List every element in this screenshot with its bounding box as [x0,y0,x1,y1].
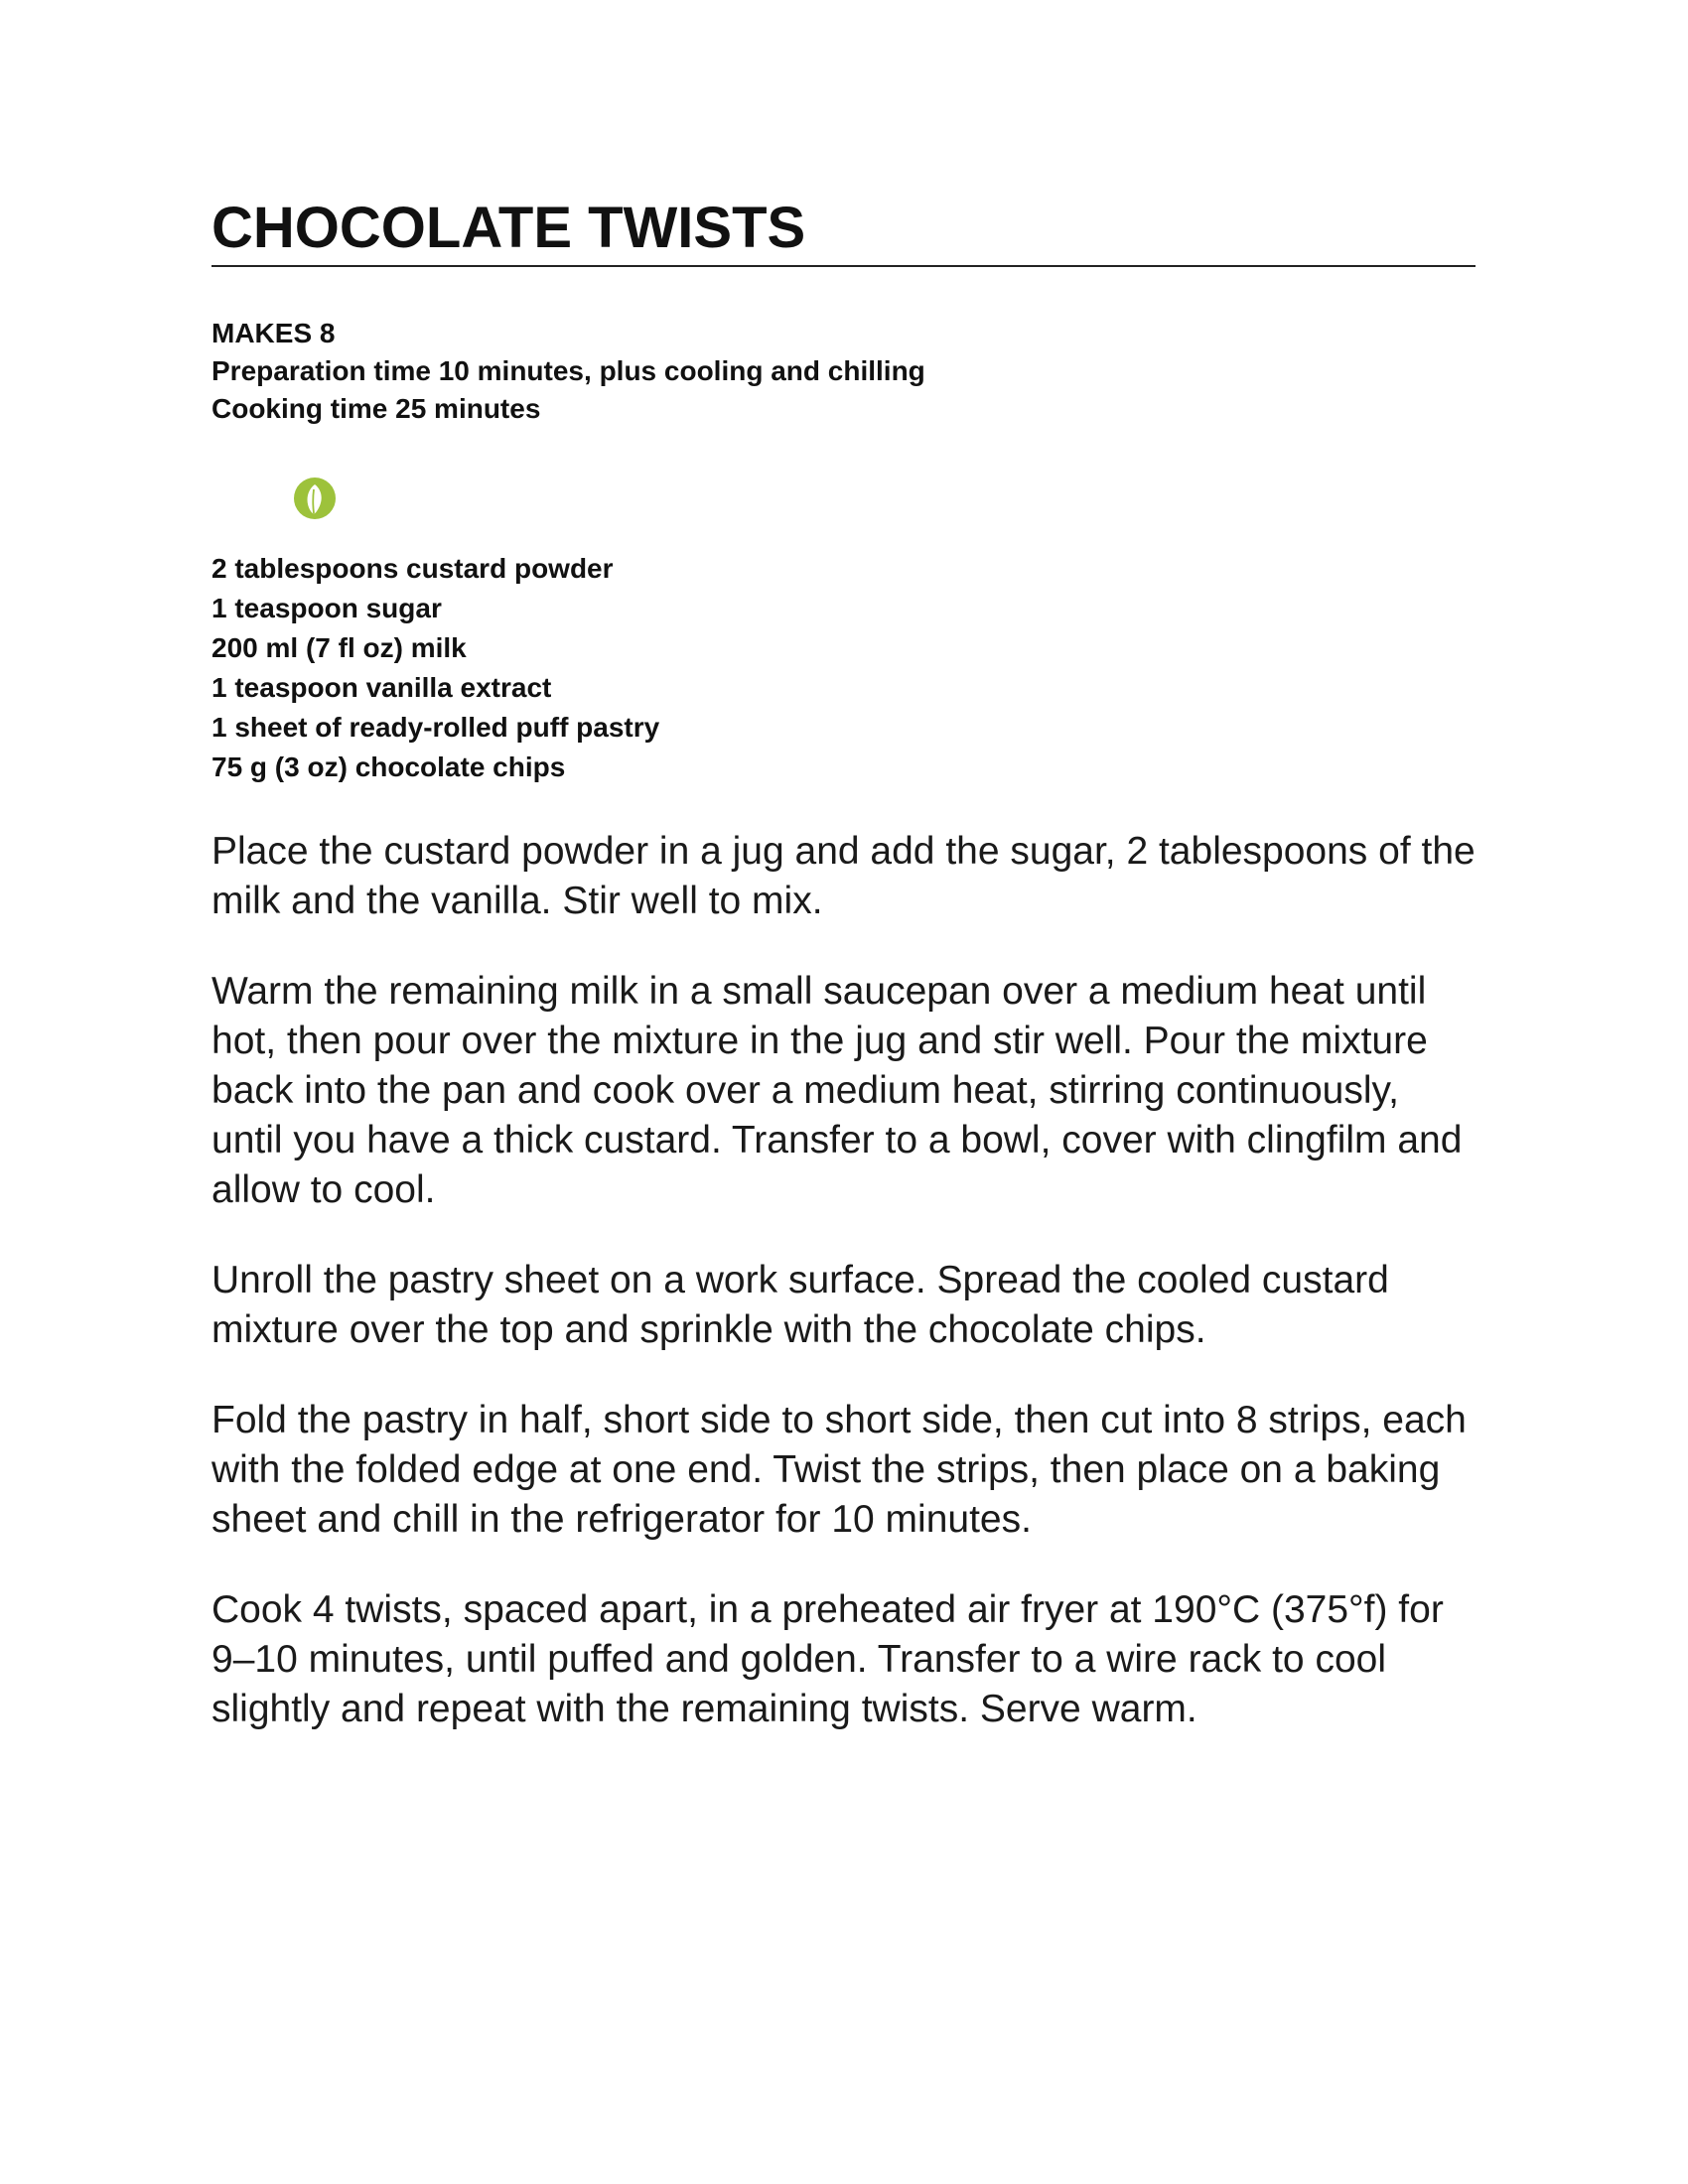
ingredient-item: 2 tablespoons custard powder [211,553,614,584]
method-step: Place the custard powder in a jug and add the sugar, 2 tablespoons of the milk and the vanilla. Stir well to mix. [211,830,1476,922]
ingredient-item: 1 teaspoon vanilla extract [211,672,552,703]
method-step: Warm the remaining milk in a small saucepan over a medium heat until hot, then pour over the mixture in the jug and stir well. Pour the mixture back into the pan and cook over a medium heat, stirring continuously, until you have a thick custard. Transfer to a bowl, cover with clingfilm and allow to cool. [211,970,1463,1211]
ingredient-item: 1 teaspoon sugar [211,593,442,623]
prep-time-text: Preparation time 10 minutes, plus cooling and chilling [211,355,925,386]
method-step: Unroll the pastry sheet on a work surface. Spread the cooled custard mixture over the top and sprinkle with the chocolate chips. [211,1259,1389,1351]
ingredient-item: 1 sheet of ready-rolled puff pastry [211,712,660,743]
ingredients-list [211,549,1476,787]
method-step: Cook 4 twists, spaced apart, in a preheated air fryer at 190°C (375°f) for 9–10 minutes, until puffed and golden. Transfer to a wire rack to cool slightly and repeat with the remaining twists. Serve warm. [211,1588,1444,1730]
title-divider [211,265,1476,267]
method-step: Fold the pastry in half, short side to short side, then cut into 8 strips, each with the folded edge at one end. Twist the strips, then place on a baking sheet and chill in the refrigerator for 10 minutes. [211,1399,1467,1541]
ingredient-item: 200 ml (7 fl oz) milk [211,632,467,663]
vegetarian-leaf-icon [293,476,337,521]
recipe-page [211,194,1476,1775]
method-section [211,827,1476,1734]
recipe-meta [211,315,1476,428]
cook-time-text: Cooking time 25 minutes [211,393,541,424]
yield-text: MAKES 8 [211,318,336,348]
recipe-title: CHOCOLATE TWISTS [211,196,806,260]
ingredient-item: 75 g (3 oz) chocolate chips [211,751,566,782]
